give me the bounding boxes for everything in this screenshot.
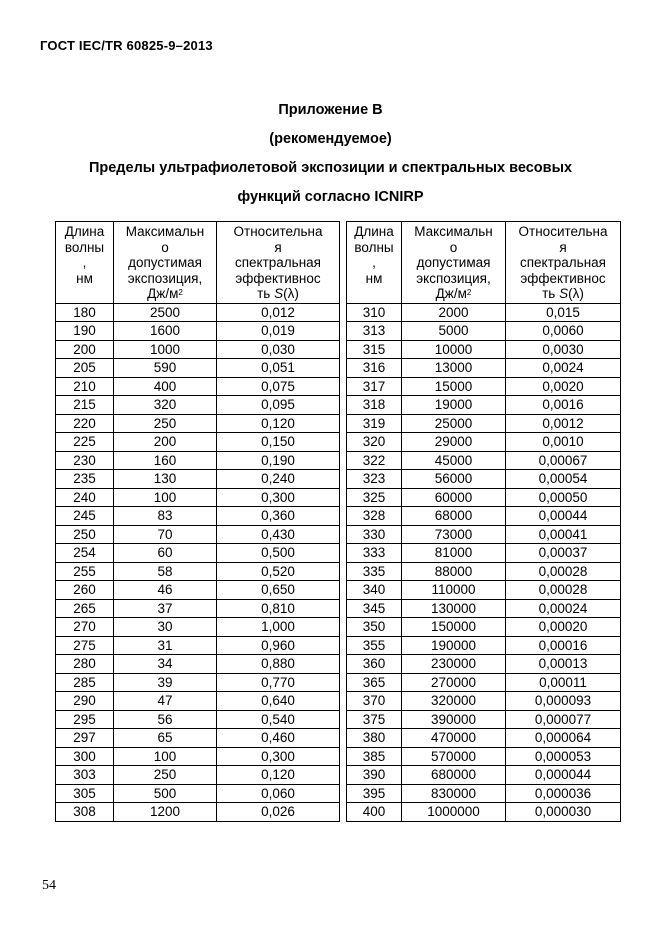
column-gap — [340, 488, 347, 507]
wavelength-cell: 303 — [56, 766, 114, 785]
table-header-row — [56, 222, 621, 304]
efficiency-cell: 0,430 — [217, 525, 340, 544]
wavelength-cell: 220 — [56, 414, 114, 433]
max-exposure-cell: 25000 — [402, 414, 506, 433]
symbol-lambda: (λ) — [568, 286, 584, 301]
header-line: волны — [64, 239, 105, 255]
efficiency-cell: 0,012 — [217, 303, 340, 322]
max-exposure-cell: 830000 — [402, 784, 506, 803]
max-exposure-cell: 31 — [114, 636, 217, 655]
efficiency-cell: 0,120 — [217, 766, 340, 785]
wavelength-cell: 255 — [56, 562, 114, 581]
title-block — [0, 96, 661, 212]
efficiency-cell: 0,000093 — [506, 692, 621, 711]
wavelength-cell: 355 — [347, 636, 402, 655]
efficiency-cell: 0,00024 — [506, 599, 621, 618]
header-fragment: ть — [257, 286, 275, 301]
table-row — [56, 562, 621, 581]
efficiency-cell: 0,500 — [217, 544, 340, 563]
efficiency-cell: 0,300 — [217, 488, 340, 507]
table-row — [56, 784, 621, 803]
wavelength-cell: 365 — [347, 673, 402, 692]
header-line-unit — [402, 286, 505, 302]
table-row — [56, 544, 621, 563]
efficiency-cell: 0,00041 — [506, 525, 621, 544]
table-row — [56, 710, 621, 729]
efficiency-cell: 0,00050 — [506, 488, 621, 507]
wavelength-cell: 300 — [56, 747, 114, 766]
max-exposure-cell: 60000 — [402, 488, 506, 507]
table-row — [56, 729, 621, 748]
header-line: о — [161, 239, 169, 255]
max-exposure-cell: 45000 — [402, 451, 506, 470]
table-row — [56, 340, 621, 359]
efficiency-cell: 0,960 — [217, 636, 340, 655]
max-exposure-cell: 81000 — [402, 544, 506, 563]
efficiency-cell: 0,0010 — [506, 433, 621, 452]
max-exposure-cell: 60 — [114, 544, 217, 563]
table-row — [56, 692, 621, 711]
max-exposure-cell: 2000 — [402, 303, 506, 322]
column-gap — [340, 766, 347, 785]
column-gap — [340, 451, 347, 470]
max-exposure-cell: 250 — [114, 414, 217, 433]
header-line: я — [559, 239, 567, 255]
efficiency-cell: 0,0012 — [506, 414, 621, 433]
max-exposure-cell: 1000 — [114, 340, 217, 359]
header-line: Длина — [64, 224, 105, 239]
wavelength-cell: 260 — [56, 581, 114, 600]
wavelength-cell: 350 — [347, 618, 402, 637]
efficiency-cell: 0,015 — [506, 303, 621, 322]
wavelength-cell: 316 — [347, 359, 402, 378]
header-line: Максимальн — [125, 224, 205, 239]
wavelength-cell: 370 — [347, 692, 402, 711]
wavelength-cell: 250 — [56, 525, 114, 544]
efficiency-cell: 0,060 — [217, 784, 340, 803]
max-exposure-cell: 150000 — [402, 618, 506, 637]
efficiency-cell: 0,075 — [217, 377, 340, 396]
max-exposure-cell: 200 — [114, 433, 217, 452]
max-exposure-cell: 390000 — [402, 710, 506, 729]
efficiency-cell: 0,0016 — [506, 396, 621, 415]
efficiency-cell: 0,880 — [217, 655, 340, 674]
wavelength-cell: 323 — [347, 470, 402, 489]
column-gap — [340, 525, 347, 544]
max-exposure-cell: 130000 — [402, 599, 506, 618]
header-max-exposure-right — [402, 222, 506, 304]
wavelength-cell: 319 — [347, 414, 402, 433]
max-exposure-cell: 590 — [114, 359, 217, 378]
table-row — [56, 525, 621, 544]
table-row — [56, 507, 621, 526]
wavelength-cell: 290 — [56, 692, 114, 711]
wavelength-cell: 265 — [56, 599, 114, 618]
wavelength-cell: 318 — [347, 396, 402, 415]
max-exposure-cell: 19000 — [402, 396, 506, 415]
efficiency-cell: 0,000064 — [506, 729, 621, 748]
column-gap — [340, 322, 347, 341]
wavelength-cell: 400 — [347, 803, 402, 822]
efficiency-cell: 0,000030 — [506, 803, 621, 822]
table-row — [56, 747, 621, 766]
wavelength-cell: 190 — [56, 322, 114, 341]
column-gap — [340, 655, 347, 674]
appendix-title: Приложение В — [278, 102, 383, 118]
table-title-line-2: функций согласно ICNIRP — [237, 189, 424, 205]
max-exposure-cell: 100 — [114, 488, 217, 507]
column-gap — [340, 581, 347, 600]
efficiency-cell: 0,000036 — [506, 784, 621, 803]
wavelength-cell: 345 — [347, 599, 402, 618]
max-exposure-cell: 250 — [114, 766, 217, 785]
max-exposure-cell: 37 — [114, 599, 217, 618]
wavelength-cell: 340 — [347, 581, 402, 600]
table-row — [56, 599, 621, 618]
efficiency-cell: 0,0060 — [506, 322, 621, 341]
header-line-symbol — [506, 286, 620, 302]
uv-limits-table — [55, 221, 621, 822]
table-title-line-1: Пределы ультрафиолетовой экспозиции и спектральных весовых — [88, 160, 573, 176]
max-exposure-cell: 34 — [114, 655, 217, 674]
wavelength-cell: 313 — [347, 322, 402, 341]
table-row — [56, 655, 621, 674]
max-exposure-cell: 46 — [114, 581, 217, 600]
column-gap — [340, 222, 347, 304]
header-line: эффективнос — [235, 270, 321, 286]
column-gap — [340, 377, 347, 396]
table-row — [56, 377, 621, 396]
table-row — [56, 766, 621, 785]
column-gap — [340, 710, 347, 729]
efficiency-cell: 0,00028 — [506, 562, 621, 581]
table-row — [56, 322, 621, 341]
table-row — [56, 636, 621, 655]
wavelength-cell: 308 — [56, 803, 114, 822]
efficiency-cell: 0,00016 — [506, 636, 621, 655]
max-exposure-cell: 47 — [114, 692, 217, 711]
efficiency-cell: 0,0024 — [506, 359, 621, 378]
max-exposure-cell: 100 — [114, 747, 217, 766]
header-line: о — [449, 239, 458, 255]
max-exposure-cell: 130 — [114, 470, 217, 489]
wavelength-cell: 395 — [347, 784, 402, 803]
wavelength-cell: 245 — [56, 507, 114, 526]
efficiency-cell: 0,00028 — [506, 581, 621, 600]
efficiency-cell: 0,150 — [217, 433, 340, 452]
wavelength-cell: 297 — [56, 729, 114, 748]
symbol-s: S — [559, 286, 569, 301]
wavelength-cell: 235 — [56, 470, 114, 489]
efficiency-cell: 0,051 — [217, 359, 340, 378]
wavelength-cell: 270 — [56, 618, 114, 637]
unit-superscript: 2 — [466, 288, 472, 297]
max-exposure-cell: 5000 — [402, 322, 506, 341]
wavelength-cell: 200 — [56, 340, 114, 359]
wavelength-cell: 322 — [347, 451, 402, 470]
column-gap — [340, 303, 347, 322]
header-line: Относительна — [233, 224, 323, 239]
header-line: нм — [365, 270, 383, 286]
efficiency-cell: 0,00044 — [506, 507, 621, 526]
header-fragment: ть — [542, 286, 560, 301]
wavelength-cell: 310 — [347, 303, 402, 322]
max-exposure-cell: 39 — [114, 673, 217, 692]
wavelength-cell: 390 — [347, 766, 402, 785]
wavelength-cell: 335 — [347, 562, 402, 581]
max-exposure-cell: 88000 — [402, 562, 506, 581]
wavelength-cell: 385 — [347, 747, 402, 766]
max-exposure-cell: 1200 — [114, 803, 217, 822]
table-row — [56, 470, 621, 489]
max-exposure-cell: 190000 — [402, 636, 506, 655]
efficiency-cell: 0,026 — [217, 803, 340, 822]
table-row — [56, 803, 621, 822]
header-line: , — [82, 255, 87, 270]
max-exposure-cell: 320000 — [402, 692, 506, 711]
table-row — [56, 396, 621, 415]
column-gap — [340, 544, 347, 563]
header-line: допустимая — [416, 255, 491, 270]
symbol-lambda: (λ) — [283, 286, 299, 301]
column-gap — [340, 470, 347, 489]
max-exposure-cell: 1000000 — [402, 803, 506, 822]
column-gap — [340, 396, 347, 415]
table-row — [56, 581, 621, 600]
efficiency-cell: 0,650 — [217, 581, 340, 600]
table-row — [56, 673, 621, 692]
efficiency-cell: 0,00054 — [506, 470, 621, 489]
table-row — [56, 359, 621, 378]
efficiency-cell: 0,000044 — [506, 766, 621, 785]
max-exposure-cell: 73000 — [402, 525, 506, 544]
max-exposure-cell: 10000 — [402, 340, 506, 359]
appendix-status: (рекомендуемое) — [269, 131, 392, 147]
efficiency-cell: 0,00013 — [506, 655, 621, 674]
wavelength-cell: 317 — [347, 377, 402, 396]
column-gap — [340, 673, 347, 692]
max-exposure-cell: 68000 — [402, 507, 506, 526]
header-line-unit — [114, 286, 216, 302]
max-exposure-cell: 270000 — [402, 673, 506, 692]
efficiency-cell: 0,770 — [217, 673, 340, 692]
max-exposure-cell: 2500 — [114, 303, 217, 322]
wavelength-cell: 254 — [56, 544, 114, 563]
max-exposure-cell: 58 — [114, 562, 217, 581]
header-line: эффективнос — [520, 270, 606, 286]
max-exposure-cell: 470000 — [402, 729, 506, 748]
max-exposure-cell: 30 — [114, 618, 217, 637]
max-exposure-cell: 400 — [114, 377, 217, 396]
header-line-symbol — [217, 286, 339, 302]
header-line: Относительна — [518, 224, 608, 239]
efficiency-cell: 0,190 — [217, 451, 340, 470]
header-wavelength-left — [56, 222, 114, 304]
unit-text: Дж/м — [435, 286, 467, 301]
document-code: ГОСТ IEC/TR 60825-9–2013 — [40, 38, 213, 53]
header-line: волны — [354, 239, 394, 255]
max-exposure-cell: 570000 — [402, 747, 506, 766]
column-gap — [340, 599, 347, 618]
efficiency-cell: 0,030 — [217, 340, 340, 359]
wavelength-cell: 205 — [56, 359, 114, 378]
efficiency-cell: 0,00067 — [506, 451, 621, 470]
table-row — [56, 618, 621, 637]
max-exposure-cell: 680000 — [402, 766, 506, 785]
efficiency-cell: 0,810 — [217, 599, 340, 618]
wavelength-cell: 230 — [56, 451, 114, 470]
table-body — [56, 303, 621, 821]
max-exposure-cell: 500 — [114, 784, 217, 803]
wavelength-cell: 180 — [56, 303, 114, 322]
max-exposure-cell: 1600 — [114, 322, 217, 341]
column-gap — [340, 340, 347, 359]
max-exposure-cell: 56 — [114, 710, 217, 729]
wavelength-cell: 210 — [56, 377, 114, 396]
efficiency-cell: 0,0030 — [506, 340, 621, 359]
column-gap — [340, 729, 347, 748]
wavelength-cell: 375 — [347, 710, 402, 729]
efficiency-cell: 0,640 — [217, 692, 340, 711]
column-gap — [340, 636, 347, 655]
wavelength-cell: 380 — [347, 729, 402, 748]
wavelength-cell: 333 — [347, 544, 402, 563]
max-exposure-cell: 13000 — [402, 359, 506, 378]
efficiency-cell: 0,120 — [217, 414, 340, 433]
max-exposure-cell: 230000 — [402, 655, 506, 674]
wavelength-cell: 215 — [56, 396, 114, 415]
header-line: спектральная — [519, 255, 606, 270]
efficiency-cell: 0,360 — [217, 507, 340, 526]
header-line: Длина — [354, 224, 394, 239]
symbol-s: S — [274, 286, 284, 301]
header-line: Максимальн — [414, 224, 493, 239]
efficiency-cell: 0,00037 — [506, 544, 621, 563]
table-row — [56, 488, 621, 507]
wavelength-cell: 280 — [56, 655, 114, 674]
wavelength-cell: 240 — [56, 488, 114, 507]
efficiency-cell: 0,00011 — [506, 673, 621, 692]
uv-limits-table-wrapper — [55, 221, 621, 822]
column-gap — [340, 692, 347, 711]
efficiency-cell: 0,00020 — [506, 618, 621, 637]
max-exposure-cell: 56000 — [402, 470, 506, 489]
unit-superscript: 2 — [178, 288, 183, 297]
header-efficiency-left — [217, 222, 340, 304]
column-gap — [340, 507, 347, 526]
max-exposure-cell: 110000 — [402, 581, 506, 600]
column-gap — [340, 618, 347, 637]
header-line: спектральная — [234, 255, 321, 270]
max-exposure-cell: 70 — [114, 525, 217, 544]
column-gap — [340, 433, 347, 452]
wavelength-cell: 328 — [347, 507, 402, 526]
header-line: допустимая — [128, 255, 202, 270]
header-line: я — [274, 239, 282, 255]
header-line: экспозиция, — [416, 270, 491, 286]
wavelength-cell: 320 — [347, 433, 402, 452]
max-exposure-cell: 83 — [114, 507, 217, 526]
efficiency-cell: 1,000 — [217, 618, 340, 637]
column-gap — [340, 414, 347, 433]
column-gap — [340, 359, 347, 378]
max-exposure-cell: 15000 — [402, 377, 506, 396]
wavelength-cell: 295 — [56, 710, 114, 729]
efficiency-cell: 0,019 — [217, 322, 340, 341]
efficiency-cell: 0,240 — [217, 470, 340, 489]
efficiency-cell: 0,460 — [217, 729, 340, 748]
wavelength-cell: 305 — [56, 784, 114, 803]
column-gap — [340, 784, 347, 803]
table-row — [56, 303, 621, 322]
efficiency-cell: 0,520 — [217, 562, 340, 581]
table-row — [56, 433, 621, 452]
wavelength-cell: 225 — [56, 433, 114, 452]
header-line: нм — [76, 270, 93, 286]
header-line: , — [372, 255, 376, 270]
header-line: экспозиция, — [127, 270, 203, 286]
efficiency-cell: 0,000077 — [506, 710, 621, 729]
efficiency-cell: 0,0020 — [506, 377, 621, 396]
unit-text: Дж/м — [147, 286, 179, 301]
page-number: 54 — [42, 878, 56, 893]
max-exposure-cell: 320 — [114, 396, 217, 415]
max-exposure-cell: 160 — [114, 451, 217, 470]
efficiency-cell: 0,300 — [217, 747, 340, 766]
wavelength-cell: 325 — [347, 488, 402, 507]
wavelength-cell: 285 — [56, 673, 114, 692]
wavelength-cell: 330 — [347, 525, 402, 544]
efficiency-cell: 0,540 — [217, 710, 340, 729]
max-exposure-cell: 65 — [114, 729, 217, 748]
wavelength-cell: 275 — [56, 636, 114, 655]
max-exposure-cell: 29000 — [402, 433, 506, 452]
efficiency-cell: 0,095 — [217, 396, 340, 415]
column-gap — [340, 562, 347, 581]
header-efficiency-right — [506, 222, 621, 304]
efficiency-cell: 0,000053 — [506, 747, 621, 766]
table-row — [56, 414, 621, 433]
table-row — [56, 451, 621, 470]
header-wavelength-right — [347, 222, 402, 304]
column-gap — [340, 803, 347, 822]
header-max-exposure-left — [114, 222, 217, 304]
wavelength-cell: 360 — [347, 655, 402, 674]
wavelength-cell: 315 — [347, 340, 402, 359]
column-gap — [340, 747, 347, 766]
